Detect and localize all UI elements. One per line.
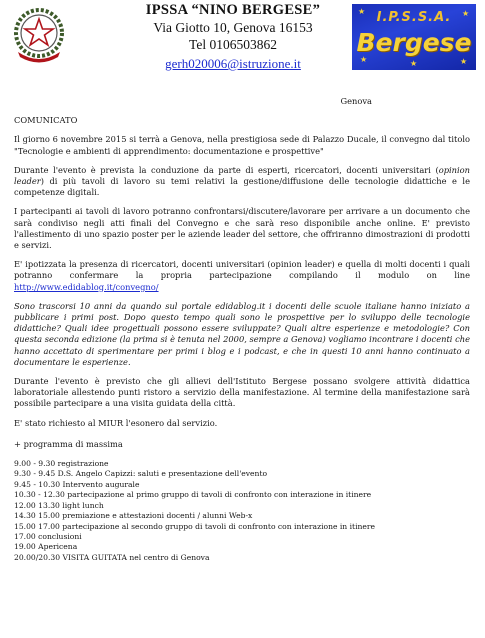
schedule-item: 9.30 - 9.45 D.S. Angelo Capizzi: saluti e presentazione dell'evento	[14, 469, 268, 479]
heading: COMUNICATO	[14, 115, 78, 126]
place: Genova	[340, 96, 372, 106]
schedule-item: 20.00/20.30 VISITA GUITATA nel centro di Genova	[14, 552, 210, 562]
venue: Palazzo Ducale	[312, 134, 377, 145]
paragraph-exemption: E' stato richiesto al MIUR l'esonero dal servizio.	[14, 417, 218, 428]
paragraph-experts	[14, 165, 470, 199]
letterhead	[0, 0, 485, 92]
registration-link[interactable]: http://www.edidablog.it/convegno/	[14, 281, 159, 292]
school-phone: Tel 0106503862	[189, 37, 277, 52]
communique-body	[14, 96, 470, 563]
paragraph-registration	[14, 259, 470, 293]
star-icon: ★	[358, 7, 366, 16]
text: , il convegno dal titolo	[376, 134, 470, 145]
paragraph-participants: I partecipanti ai tavoli di lavoro potranno confrontarsi/discutere/lavorare per arrivare a un documento che sarà condiviso negli atti finali del Convegno e che sarà reso disponibile anche online. E' previsto l'allestimento di uno spazio poster per le aziende leader del settore, che offriranno dimostrazioni di prodotti e servizi.	[14, 206, 470, 251]
school-email-link[interactable]: gerh020006@istruzione.it	[165, 56, 301, 71]
schedule-item: 9.00 - 9.30 registrazione	[14, 459, 109, 469]
school-name: IPSSA “NINO BERGESE”	[145, 2, 321, 18]
schedule-item: 14.30 15.00 premiazione e attestazioni docenti / alunni Web-x	[14, 511, 253, 521]
star-icon: ★	[360, 55, 368, 64]
schedule-item: 17.00 conclusioni	[14, 531, 82, 541]
bergese-logo	[352, 4, 476, 70]
school-info	[108, 2, 358, 72]
opinion-leader-term: opinion leader	[14, 164, 470, 187]
schedule-item: 15.00 17.00 partecipazione al secondo gruppo di tavoli di confronto con interazione in itinere	[14, 521, 376, 531]
text: E' ipotizzata la presenza di ricercatori, docenti universitari (opinion leader) e quella di molti docenti i quali potranno confermare la propria partecipazione compilando il modulo on line	[14, 259, 470, 281]
schedule-item: 10.30 - 12.30 partecipazione al primo gruppo di tavoli di confronto con interazione in itinere	[14, 490, 372, 500]
logo-wordmark: Bergese	[356, 28, 472, 57]
paragraph-anniversary: Sono trascorsi 10 anni da quando sul portale edidablog.it i docenti delle scuole italiane hanno iniziato a pubblicare i primi post. Dopo questo tempo quali sono le prospettive per lo sviluppo delle tecnologie didattiche? Quali idee progettuali possono essere sviluppate? Quali altre esperienze e metodologie? Con questa seconda edizione (la prima si è tenuta nel 2000, sempre a Genova) vogliamo incontrare i docenti che hanno accettato di sperimentare per primi i blog e i podcast, e che in questi 10 anni hanno continuato a documentare le esperienze.	[14, 300, 470, 367]
text: Il giorno 6 novembre 2015 si terrà a Genova, nella prestigiosa sede di	[14, 134, 313, 145]
italian-republic-emblem	[8, 4, 70, 66]
text: Durante l'evento è prevista la conduzione da parte di esperti, ricercatori, docenti universitari (	[14, 164, 439, 175]
conference-title: "Tecnologie e ambienti di apprendimento: documentazione e prospettive"	[14, 145, 324, 156]
text: ) di più tavoli di lavoro su temi relativi la gestione/diffusione delle tecnologie didattiche e le competenze digitali.	[14, 176, 470, 198]
program-title: + programma di massima	[14, 438, 123, 449]
schedule-item: 9.45 - 10.30 Intervento augurale	[14, 479, 140, 489]
paragraph-event	[14, 134, 470, 156]
logo-acronym: I.P.S.S.A.	[376, 10, 452, 25]
school-address: Via Giotto 10, Genova 16153	[153, 20, 313, 35]
star-icon: ★	[460, 57, 468, 66]
star-icon: ★	[462, 9, 470, 18]
schedule-item: 19.00 Apericena	[14, 542, 78, 552]
paragraph-students: Durante l'evento è previsto che gli allievi dell'Istituto Bergese possano svolgere attività didattica laboratoriale allestendo punti ristoro a servizio della manifestazione. Al termine della manifestazione sarà possibile partecipare a una visita guidata della città.	[14, 376, 470, 409]
schedule-list	[14, 459, 470, 563]
schedule-item: 12.00 13.30 light lunch	[14, 500, 104, 510]
star-icon: ★	[410, 59, 418, 68]
